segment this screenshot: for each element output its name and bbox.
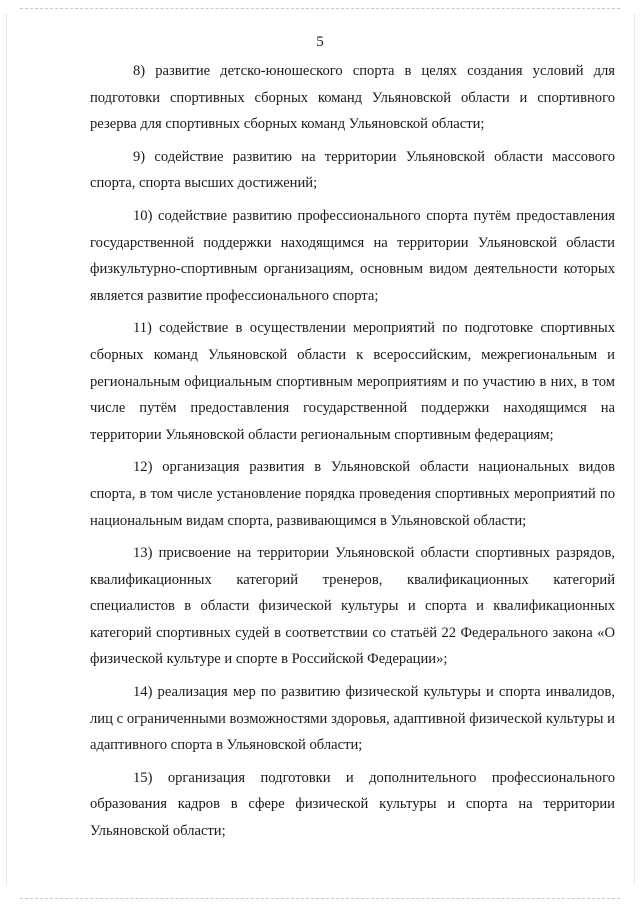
page-number: 5 — [316, 34, 324, 50]
scan-edge-right — [634, 15, 635, 885]
list-item-12: 12) организация развития в Ульяновской области национальных видов спорта, в том числе установление порядка проведения спортивных мероприятий по национальным видам спорта, развивающимся в Ульяновской области; — [90, 459, 615, 529]
list-item-13: 13) присвоение на территории Ульяновской области спортивных разрядов, квалификационных категорий тренеров, квалификационных категорий специалистов в области физической культуры и спорта и квалификационных категорий спортивных судей в соответствии со статьёй 22 Федерального закона «О физической культуре и спорте в Российской Федерации»; — [90, 545, 615, 668]
list-item-15: 15) организация подготовки и дополнительного профессионального образования кадров в сфере физической культуры и спорта на территории Ульяновской области; — [90, 769, 615, 840]
list-item-11: 11) содействие в осуществлении мероприятий по подготовке спортивных сборных команд Ульяновской области к всероссийским, межрегиональным и региональным официальным спортивным мероприятиям и по участию в них, в том числе путём предоставления государственной поддержки находящимся на территории Ульяновской области региональным спортивным федерациям; — [90, 320, 615, 443]
list-item-14: 14) реализация мер по развитию физической культуры и спорта инвалидов, лиц с ограниченными возможностями здоровья, адаптивной физической культуры и адаптивного спорта в Ульяновской области; — [90, 684, 615, 754]
scan-edge-top — [20, 8, 620, 9]
document-body — [90, 58, 615, 851]
list-item-8: 8) развитие детско-юношеского спорта в целях создания условий для подготовки спортивных сборных команд Ульяновской области и спортивного резерва для спортивных сборных команд Ульяновской области; — [90, 63, 615, 133]
scan-edge-bottom — [20, 898, 620, 899]
list-item-10: 10) содействие развитию профессионального спорта путём предоставления государственной поддержки находящимся на территории Ульяновской области физкультурно-спортивным организациям, основным видом деятельности которых является развитие профессионального спорта; — [90, 207, 615, 304]
list-item-9: 9) содействие развитию на территории Ульяновской области массового спорта, спорта высших достижений; — [90, 148, 615, 192]
scan-edge-left — [6, 15, 7, 885]
